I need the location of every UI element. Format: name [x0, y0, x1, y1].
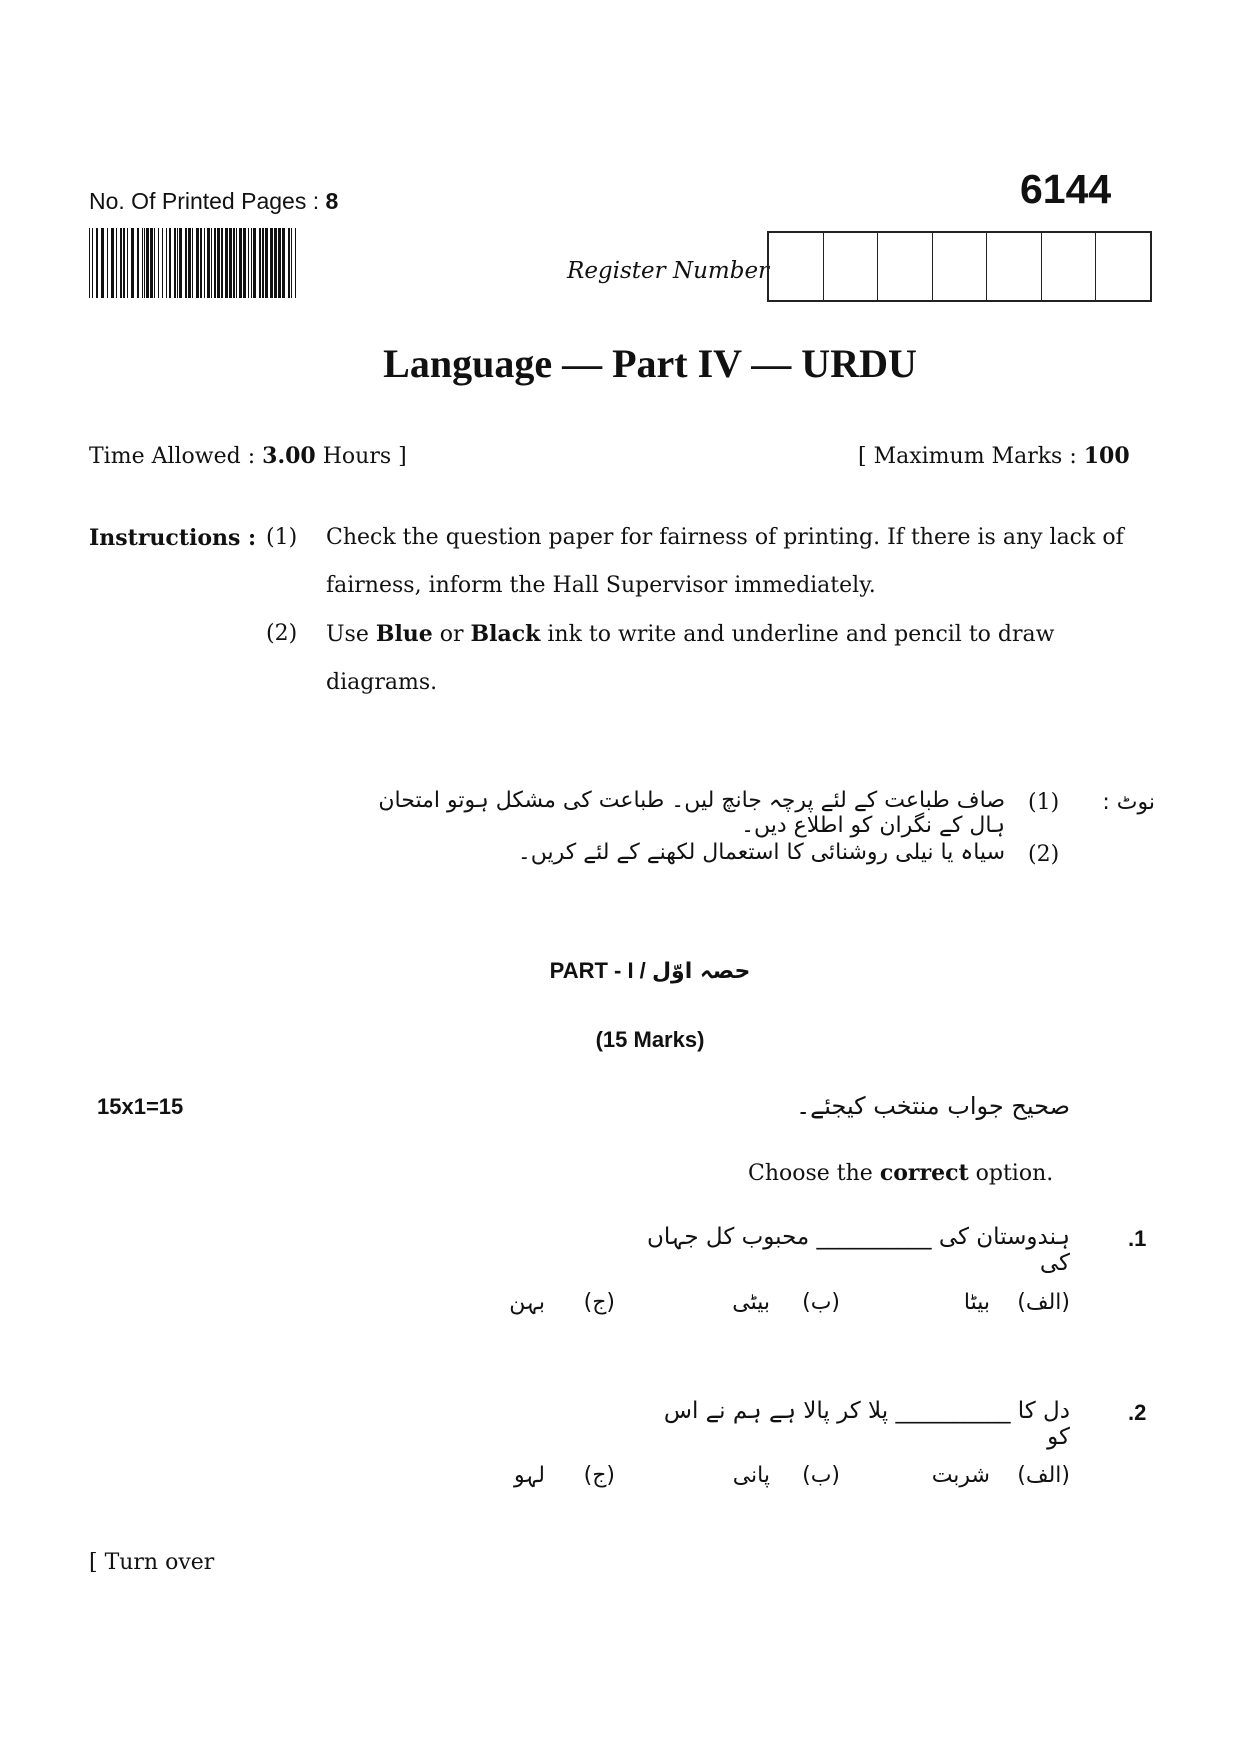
barcode-bar: [150, 228, 153, 298]
part-marks: (15 Marks): [595, 1027, 705, 1052]
barcode-bar: [262, 228, 264, 298]
barcode-bar: [251, 228, 252, 298]
barcode-bar: [101, 228, 104, 298]
option-text: بہن: [509, 1290, 545, 1315]
barcode-bar: [179, 228, 182, 298]
barcode-bar: [200, 228, 202, 298]
barcode-bar: [142, 228, 143, 298]
barcode-bar: [259, 228, 261, 298]
instruction-text: Check the question paper for fairness of printing. If there is any lack of fairness, inform the Hall Supervisor immediately.: [326, 525, 1124, 598]
barcode-bar: [116, 228, 117, 298]
barcode-bar: [204, 228, 205, 298]
barcode-bar: [107, 228, 108, 298]
urdu-note-number: (2): [1028, 842, 1060, 867]
option-label: (ب): [802, 1463, 840, 1488]
barcode-bar: [192, 228, 193, 298]
register-number-boxes[interactable]: [767, 231, 1152, 302]
urdu-note-label: نوٹ :: [1102, 790, 1155, 815]
instruction-text-part: ink to write and underline and pencil to draw diagrams.: [326, 622, 1055, 695]
barcode-bar: [196, 228, 199, 298]
barcode-bar: [214, 228, 216, 298]
question-text: دل کا __________ پلا کر پالا ہے ہم نے اس کو: [663, 1398, 1070, 1450]
choose-text-part: Choose the: [748, 1161, 880, 1186]
printed-pages-line: [89, 188, 338, 215]
barcode-bar: [89, 228, 90, 298]
paper-title: Language — Part IV — URDU: [383, 341, 917, 386]
option-text: بیٹی: [732, 1290, 770, 1315]
part-urdu-label: حصہ اوّل: [651, 959, 751, 984]
urdu-note-number: (1): [1028, 790, 1060, 815]
barcode-bar: [229, 228, 232, 298]
option-text: بیٹا: [963, 1290, 990, 1315]
marks-value: 100: [1083, 443, 1130, 469]
barcode-bar: [282, 228, 285, 298]
barcode-bar: [177, 228, 178, 298]
barcode-bar: [131, 228, 134, 298]
register-number-label: Register Number: [567, 258, 770, 284]
paper-code: 6144: [1020, 166, 1112, 212]
barcode-bar: [239, 228, 242, 298]
barcode-bar: [236, 228, 237, 298]
option-text: لہو: [514, 1463, 545, 1488]
register-digit-box[interactable]: [824, 233, 879, 300]
register-digit-box[interactable]: [1042, 233, 1097, 300]
barcode-bar: [288, 228, 290, 298]
barcode-bar: [274, 228, 277, 298]
barcode-bar: [278, 228, 281, 298]
part-heading: [0, 958, 1240, 984]
turn-over-note: [ Turn over: [89, 1550, 215, 1575]
question-number: .1: [1128, 1226, 1147, 1251]
barcode-bar: [154, 228, 155, 298]
barcode-bar: [92, 228, 93, 298]
barcode-bar: [291, 228, 292, 298]
printed-pages-value: 8: [325, 188, 339, 214]
urdu-choose-instruction: صحیح جواب منتخب کیجئے۔: [796, 1092, 1070, 1120]
instruction-text: [326, 610, 1146, 707]
maximum-marks: [858, 443, 1130, 469]
urdu-note-text: سیاہ یا نیلی روشنائی کا استعمال لکھنے کے لئے کریں۔: [517, 840, 1005, 865]
choose-instruction: [748, 1160, 1053, 1186]
register-digit-box[interactable]: [878, 233, 933, 300]
instruction-bold-blue: Blue: [375, 621, 433, 647]
barcode-bar: [158, 228, 159, 298]
barcode-bar: [233, 228, 235, 298]
printed-pages-label: No. Of Printed Pages :: [89, 188, 320, 214]
barcode-bar: [295, 228, 296, 298]
time-value: 3.00: [262, 443, 316, 469]
option-text: شربت: [931, 1463, 990, 1488]
barcode-bar: [243, 228, 246, 298]
instruction-bold-black: Black: [470, 621, 541, 647]
marks-calculation: 15x1=15: [97, 1094, 184, 1119]
time-unit: Hours ]: [322, 444, 407, 469]
marks-label: [ Maximum Marks :: [858, 444, 1077, 469]
instruction-text-part: Use: [326, 622, 376, 647]
barcode-bar: [211, 228, 212, 298]
barcode-bar: [162, 228, 163, 298]
time-allowed: [89, 443, 407, 469]
register-digit-box[interactable]: [1096, 233, 1150, 300]
urdu-note-text: صاف طباعت کے لئے پرچہ جانچ لیں۔ طباعت کی مشکل ہوتو امتحان ہال کے نگران کو اطلاع دیں۔: [378, 788, 1005, 838]
barcode-bar: [120, 228, 122, 298]
barcode-bar: [96, 228, 98, 298]
barcode-bar: [188, 228, 191, 298]
time-label: Time Allowed :: [89, 444, 256, 469]
register-digit-box[interactable]: [987, 233, 1042, 300]
option-label: (الف): [1017, 1463, 1070, 1488]
barcode-bar: [253, 228, 256, 298]
option-label: (ج): [583, 1290, 615, 1315]
question-text: ہندوستان کی __________ محبوب کل جہاں کی: [647, 1224, 1070, 1276]
barcode-bar: [137, 228, 139, 298]
barcode-bar: [166, 228, 167, 298]
barcode-bar: [185, 228, 187, 298]
instruction-number: (2): [266, 621, 298, 646]
instructions-label: Instructions :: [89, 525, 257, 551]
barcode-bar: [248, 228, 249, 298]
barcode-bar: [127, 228, 128, 298]
barcode-bar: [217, 228, 220, 298]
barcode-bar: [123, 228, 125, 298]
barcode-bar: [270, 228, 273, 298]
option-label: (الف): [1017, 1290, 1070, 1315]
barcode-bar: [169, 228, 171, 298]
register-digit-box[interactable]: [933, 233, 988, 300]
question-number: .2: [1128, 1400, 1147, 1425]
register-digit-box[interactable]: [769, 233, 824, 300]
barcode-image: [89, 228, 297, 298]
barcode-bar: [207, 228, 210, 298]
barcode-bar: [111, 228, 114, 298]
barcode-bar: [225, 228, 228, 298]
instruction-number: (1): [266, 525, 298, 550]
option-label: (ب): [802, 1290, 840, 1315]
instruction-text-part: or: [432, 622, 471, 647]
barcode-bar: [221, 228, 223, 298]
choose-text-part: option.: [968, 1161, 1054, 1186]
barcode-bar: [144, 228, 145, 298]
choose-bold-word: correct: [879, 1160, 969, 1186]
barcode-bar: [265, 228, 268, 298]
option-text: پانی: [732, 1463, 770, 1488]
part-label: PART - I /: [549, 958, 646, 983]
option-label: (ج): [583, 1463, 615, 1488]
barcode-bar: [174, 228, 176, 298]
barcode-bar: [146, 228, 149, 298]
